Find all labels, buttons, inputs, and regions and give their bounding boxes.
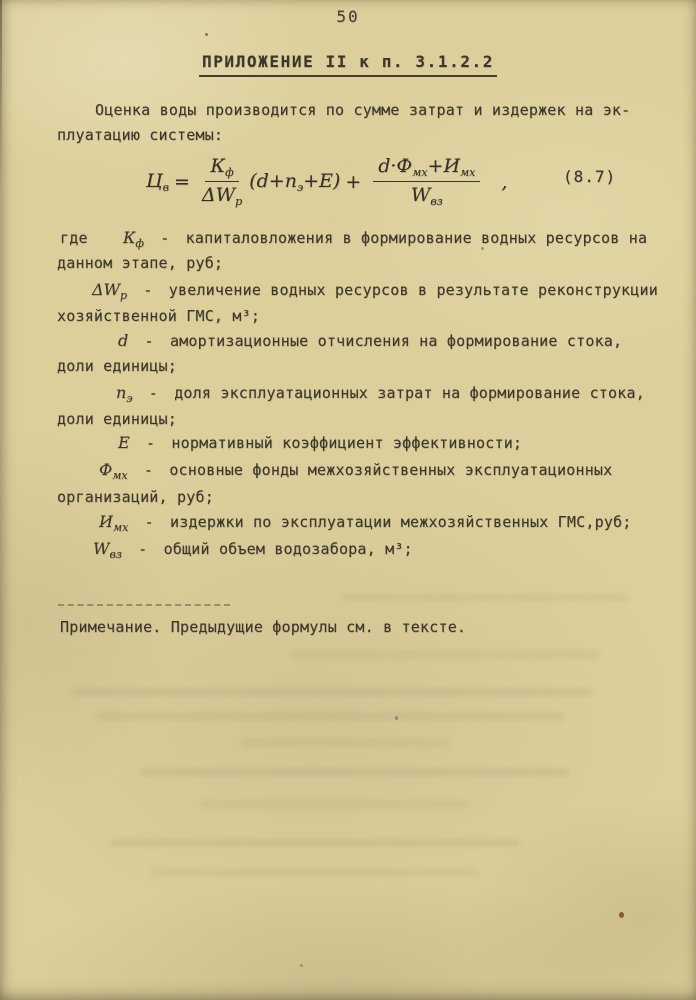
bleed-through-line	[110, 838, 520, 847]
fraction-1-numerator	[205, 155, 238, 182]
def-dash: -	[144, 513, 154, 531]
sym-base: Ф	[99, 460, 113, 479]
sym-base: d	[118, 331, 129, 350]
intro-line-2: плуатацию системы:	[57, 126, 224, 144]
bleed-through-line	[200, 800, 470, 809]
formula-lhs	[146, 170, 169, 194]
sym-sub: вз	[109, 548, 122, 561]
symbol-n-e	[116, 383, 133, 405]
where-label: где	[60, 229, 88, 247]
f2-num-b-sub: мх	[460, 166, 476, 179]
paper-speck	[395, 716, 398, 720]
def-dash: -	[148, 384, 158, 402]
formula-lhs-base: Ц	[146, 169, 163, 192]
sym-base: Е	[118, 433, 130, 452]
plus-sign: +	[345, 170, 362, 193]
symbol-delta-W-r	[92, 280, 128, 302]
definition-row	[99, 460, 612, 486]
definition-continuation: данном этапе, руб;	[57, 254, 224, 272]
f2-num-a-sub: мх	[412, 166, 428, 179]
formula-comma: ,	[501, 170, 508, 193]
sym-base: ΔW	[92, 280, 120, 299]
paper-speck	[300, 964, 303, 967]
group-end: +Е)	[303, 169, 341, 192]
sym-base: И	[99, 512, 113, 531]
fraction-1-denominator	[202, 182, 242, 208]
f2-den-base: W	[410, 184, 431, 206]
bleed-through-line	[140, 768, 570, 777]
group-sub: э	[296, 180, 304, 194]
def-dash: -	[160, 229, 170, 247]
definition-continuation: хозяйственной ГМС, м³;	[57, 307, 261, 325]
definition-row	[93, 539, 413, 565]
definition-continuation: организаций, руб;	[57, 488, 214, 506]
definition-row	[116, 383, 645, 409]
bleed-through-line	[340, 593, 630, 602]
definition-text: общий объем водозабора, м³;	[163, 540, 413, 558]
appendix-title: ПРИЛОЖЕНИЕ II к п. 3.1.2.2	[199, 52, 497, 77]
symbol-I-mh	[99, 512, 129, 534]
f2-num-plus: +	[427, 155, 444, 177]
f1-num-base: К	[210, 155, 226, 177]
symbol-W-vz	[93, 539, 122, 561]
note-overline	[58, 604, 230, 606]
definition-row	[92, 280, 658, 306]
definition-text: капиталовложения в формирование водных ресурсов на	[185, 229, 648, 247]
symbol-F-mh	[99, 460, 128, 482]
definition-row	[118, 331, 622, 351]
sym-base: n	[116, 383, 127, 402]
sym-sub: мх	[112, 521, 129, 534]
symbol-K-f	[122, 228, 144, 250]
fraction-2	[373, 155, 480, 208]
scan-edge-shadow	[0, 0, 2, 190]
definition-text: основные фонды межхозяйственных эксплуатационных	[169, 461, 613, 479]
paper-speck	[619, 912, 624, 918]
bleed-through-line	[95, 712, 565, 721]
heading-row	[0, 52, 696, 72]
f2-num-a: d·Ф	[378, 155, 413, 177]
equals-sign: =	[173, 170, 190, 193]
formula-8-7	[146, 155, 507, 208]
paper-speck	[205, 33, 208, 36]
def-dash: -	[143, 281, 153, 299]
bleed-through-line	[290, 650, 600, 659]
f2-den-sub: вз	[430, 195, 443, 208]
bleed-through-line	[72, 688, 592, 697]
bleed-through-line	[150, 868, 480, 877]
formula-number: (8.7)	[563, 167, 617, 186]
definition-row	[60, 228, 647, 254]
sym-sub: ф	[135, 237, 144, 250]
fraction-2-denominator	[411, 182, 443, 208]
definition-text: доля эксплуатационных затрат на формирование стока,	[174, 384, 645, 402]
page-number: 50	[336, 7, 360, 26]
fraction-1	[202, 155, 242, 208]
fraction-2-numerator	[373, 155, 480, 182]
note-text: Примечание. Предыдущие формулы см. в тексте.	[60, 618, 467, 636]
definition-row	[99, 512, 632, 538]
group-start: (d+n	[249, 169, 297, 192]
bleed-through-line	[240, 738, 450, 747]
symbol-d	[118, 331, 128, 350]
f1-den-sub: р	[235, 195, 243, 208]
symbol-E	[118, 433, 130, 452]
definition-continuation: доли единицы;	[57, 357, 177, 375]
definition-continuation: доли единицы;	[57, 410, 177, 428]
sym-base: W	[93, 539, 110, 558]
f1-num-sub: ф	[225, 166, 234, 179]
def-dash: -	[138, 540, 148, 558]
definition-text: амортизационные отчисления на формирование стока,	[169, 332, 623, 350]
paper-speck	[481, 247, 484, 250]
intro-line-1: Оценка воды производится по сумме затрат и издержек на эк-	[95, 101, 631, 119]
def-dash: -	[145, 434, 156, 452]
parenthesis-group	[249, 170, 340, 194]
def-dash: -	[143, 461, 154, 479]
definition-row	[118, 433, 522, 453]
sym-base: К	[122, 228, 136, 247]
sym-sub: мх	[112, 469, 128, 482]
f2-num-b: И	[443, 155, 461, 177]
definition-text: нормативный коэффициент эффективности;	[171, 434, 523, 452]
sym-sub: э	[126, 392, 133, 405]
definition-text: издержки по эксплуатации межхозяйственных ГМС,руб;	[169, 513, 632, 531]
definition-text: увеличение водных ресурсов в результате реконструкции	[168, 281, 658, 299]
f1-den-base: ΔW	[201, 184, 236, 206]
def-dash: -	[144, 332, 154, 350]
sym-sub: р	[120, 289, 128, 302]
formula-lhs-sub: в	[162, 180, 169, 194]
